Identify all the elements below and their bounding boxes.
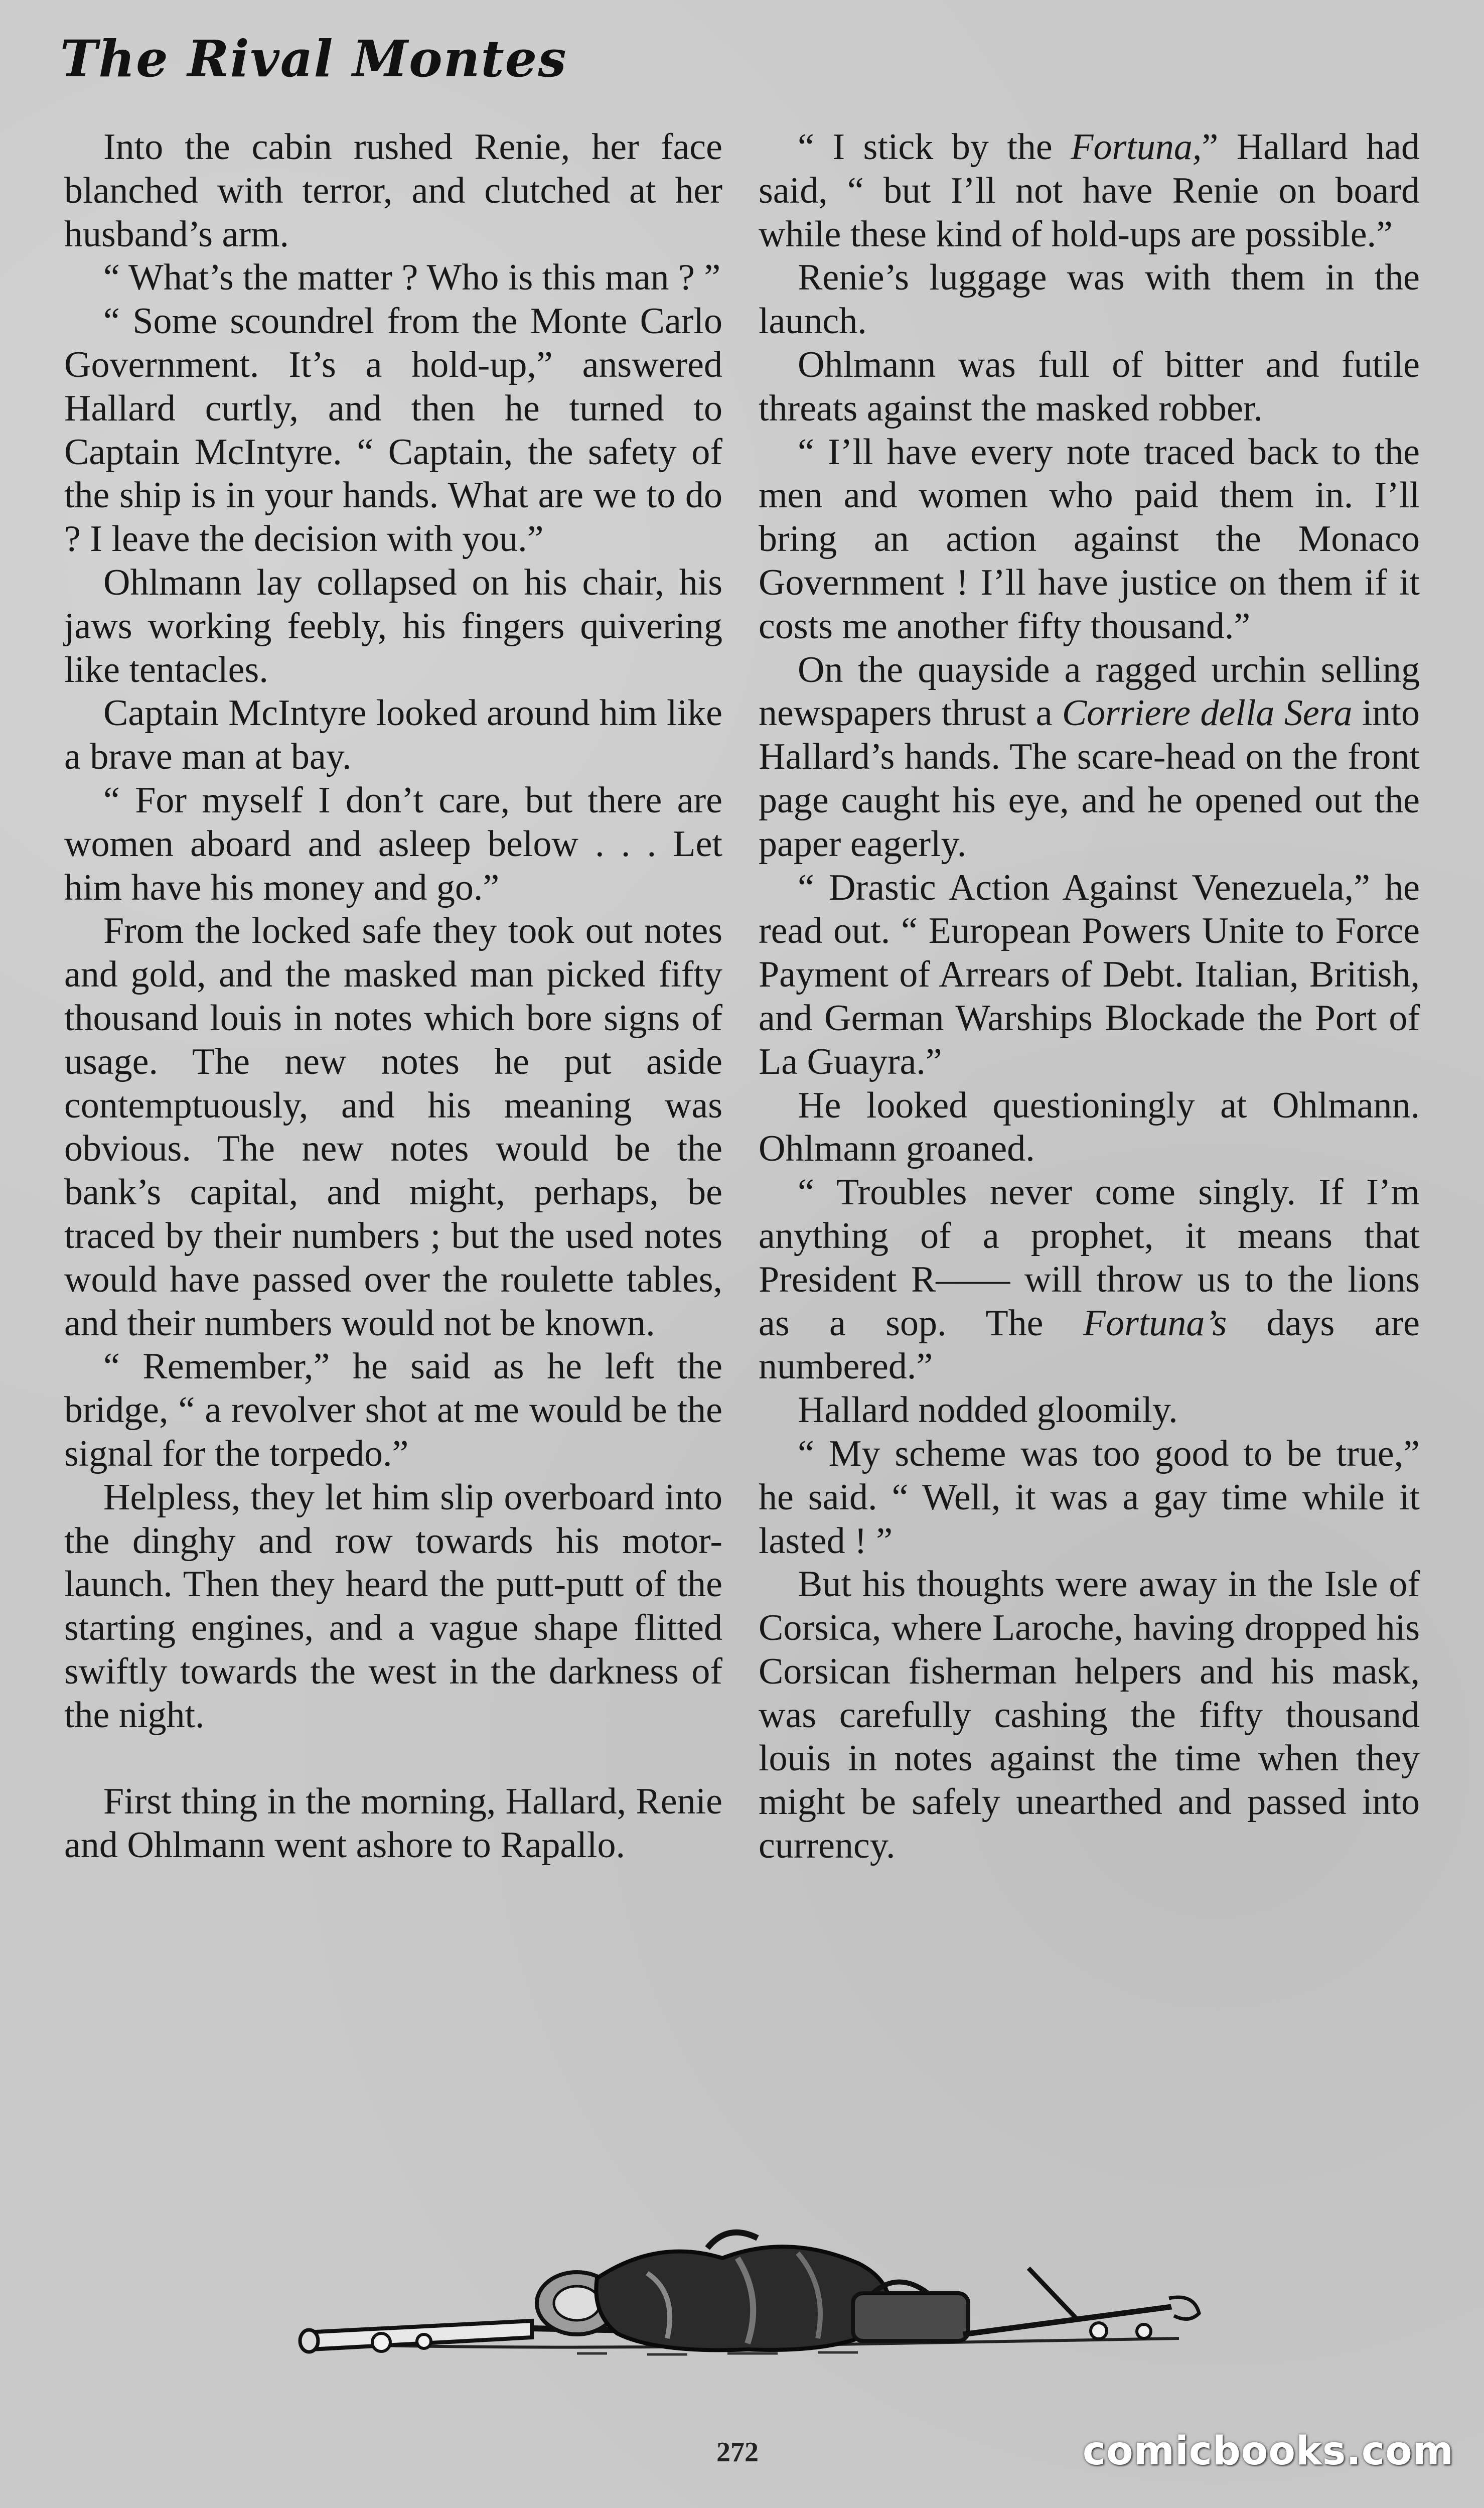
text-run: ” Hallard had said, “ but I’ll not have Renie on board while these kind of hold-ups are possible.” — [759, 126, 1420, 255]
text-run: “ Troubles never come singly. If I’m anything of a prophet, it means that President R—— will throw us to the lions as a sop. The — [759, 1172, 1420, 1344]
paragraph — [759, 1171, 1420, 1388]
text-run: On the quayside a ragged urchin selling newspapers thrust a — [759, 649, 1420, 734]
paragraph — [759, 648, 1420, 866]
paragraph: Renie’s luggage was with them in the launch. — [759, 257, 1420, 342]
paragraph: But his thoughts were away in the Isle of Corsica, where Laroche, having dropped his Corsican fisherman helpers and his mask, was carefully cashing the fifty thousand louis in notes against the time when they might be safely unearthed and passed into currency. — [759, 1564, 1420, 1867]
paragraph: “ Drastic Action Against Venezuela,” he read out. “ European Powers Unite to Force Payment of Arrears of Debt. Italian, British, and German Warships Blockade the Port of La Guayra.” — [759, 867, 1420, 1082]
text-run: days are numbered.” — [759, 1302, 1420, 1387]
paragraph — [759, 125, 1420, 256]
paragraph: First thing in the morning, Hallard, Renie and Ohlmann went ashore to Rapallo. — [64, 1781, 722, 1866]
paragraph: “ For myself I don’t care, but there are women aboard and asleep below . . . Let him have his money and go.” — [64, 779, 722, 908]
paragraph: “ Some scoundrel from the Monte Carlo Government. It’s a hold-up,” answered Hallard curtly, and then he turned to Captain McIntyre. “ Captain, the safety of the ship is in your hands. What are we to do ? I leave the decision with you.” — [64, 301, 722, 560]
paragraph: Captain McIntyre looked around him like a brave man at bay. — [64, 692, 722, 778]
right-column — [759, 125, 1420, 1868]
luggage-vignette-icon — [296, 2218, 1209, 2384]
ship-name: Fortuna, — [1071, 126, 1202, 168]
left-column — [64, 125, 722, 1867]
text-run: into Hallard’s hands. The scare-head on the front page caught his eye, and he opened out the paper eagerly. — [759, 692, 1420, 865]
paragraph: “ Remember,” he said as he left the bridge, “ a revolver shot at me would be the signal for the torpedo.” — [64, 1346, 722, 1474]
ship-name: Fortuna’s — [1083, 1302, 1227, 1344]
paragraph: Ohlmann lay collapsed on his chair, his jaws working feebly, his fingers quivering like tentacles. — [64, 562, 722, 690]
paragraph: From the locked safe they took out notes and gold, and the masked man picked fifty thousand louis in notes which bore signs of usage. The new notes he put aside contemptuously, and his meaning was obvious. The new notes would be the bank’s capital, and might, perhaps, be traced by their numbers ; but the used notes would have passed over the roulette tables, and their numbers would not be known. — [64, 910, 722, 1344]
paragraph: “ I’ll have every note traced back to the men and women who paid them in. I’ll bring an action against the Monaco Government ! I’ll have justice on them if it costs me another fifty thousand.” — [759, 431, 1420, 647]
paragraph: He looked questioningly at Ohlmann. Ohlmann groaned. — [759, 1084, 1420, 1170]
paragraph: “ My scheme was too good to be true,” he said. “ Well, it was a gay time while it lasted ! ” — [759, 1433, 1420, 1562]
text-run: “ I stick by the — [798, 126, 1071, 168]
paragraph: Into the cabin rushed Renie, her face blanched with terror, and clutched at her husband’s arm. — [64, 126, 722, 255]
watermark: comicbooks.com — [1082, 2429, 1454, 2474]
paragraph: Hallard nodded gloomily. — [798, 1389, 1178, 1431]
paragraph: Helpless, they let him slip overboard into the dinghy and row towards his motor-launch. Then they heard the putt-putt of the starting engines, and a vague shape flitted swiftly towards the west in the darkness of the night. — [64, 1476, 722, 1736]
story-title: The Rival Montes — [60, 29, 567, 88]
paragraph: Ohlmann was full of bitter and futile threats against the masked robber. — [759, 344, 1420, 429]
page-number: 272 — [716, 2437, 759, 2468]
paragraph: “ What’s the matter ? Who is this man ? ” — [103, 257, 721, 299]
newspaper-name: Corriere della Sera — [1062, 692, 1353, 734]
